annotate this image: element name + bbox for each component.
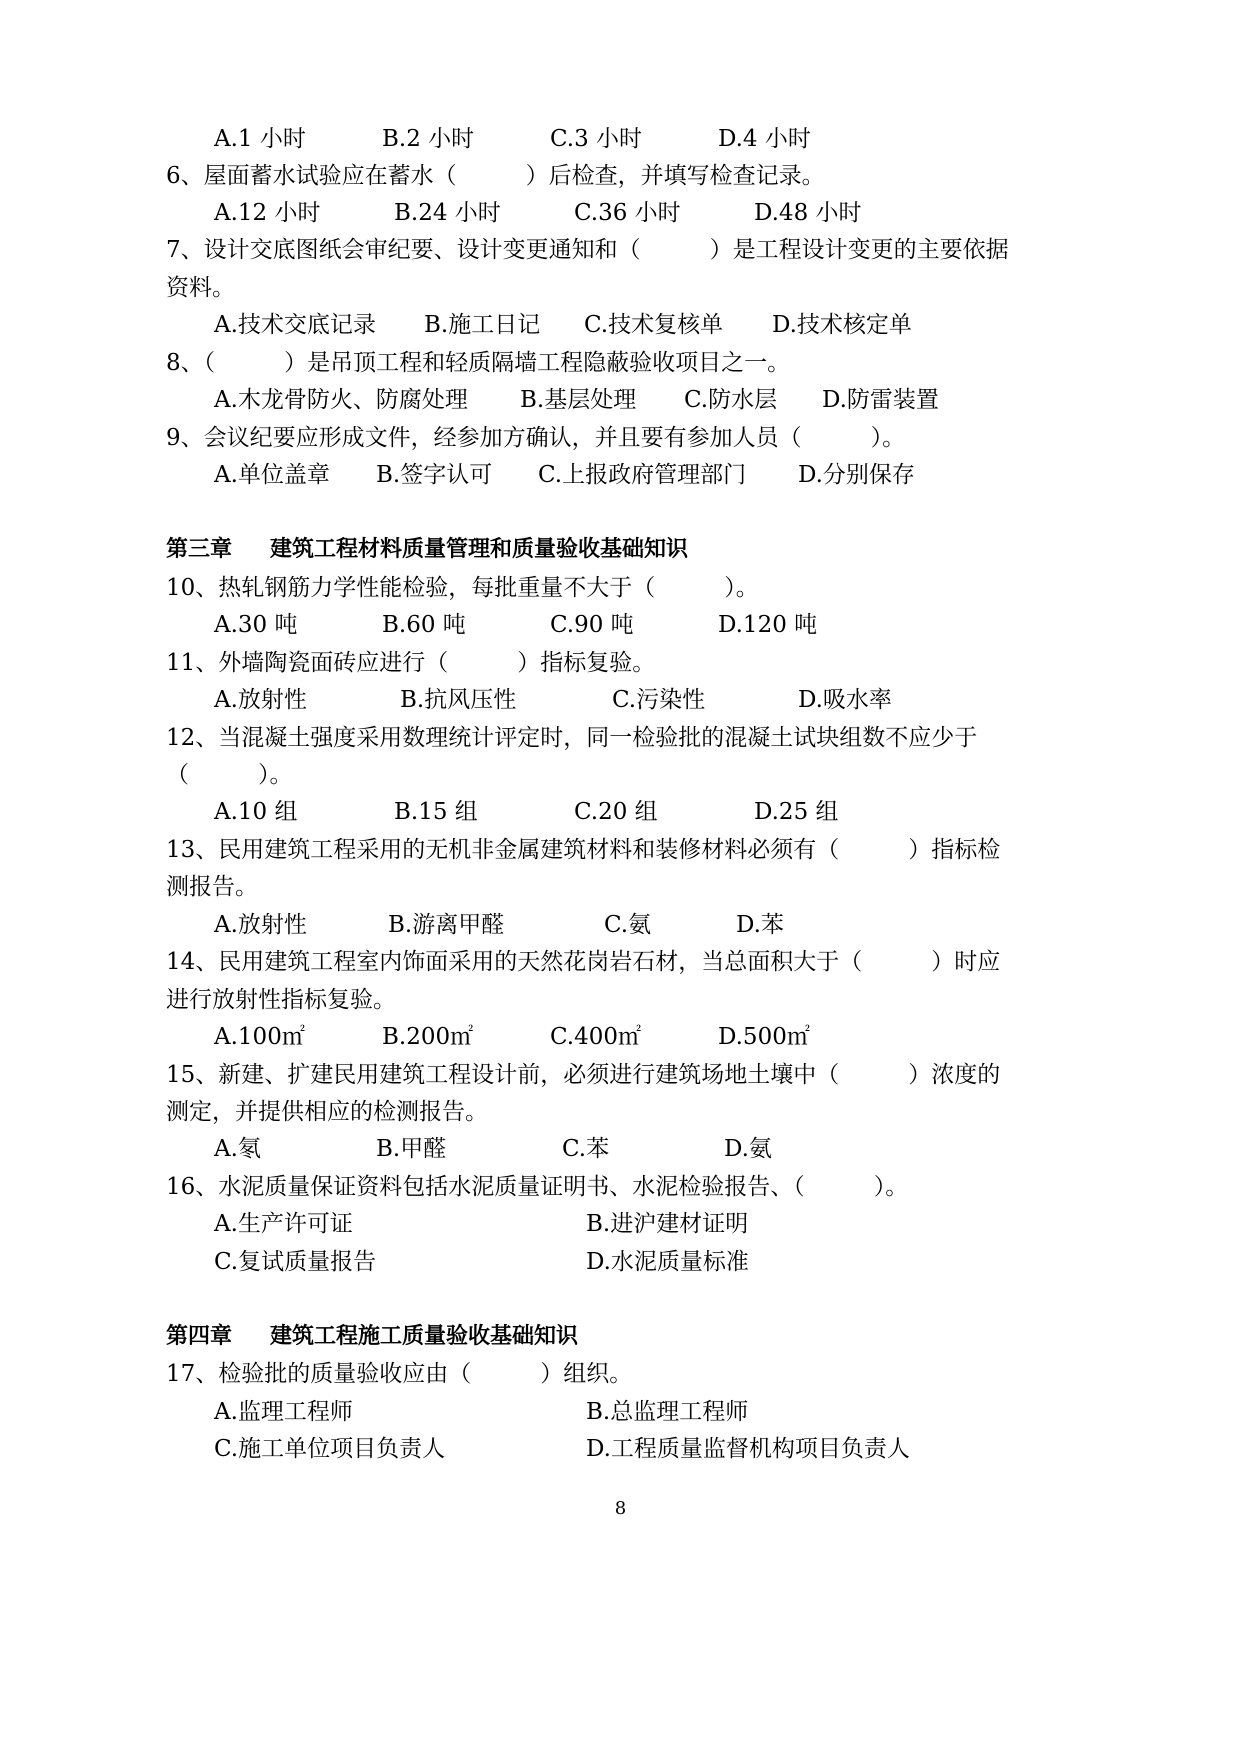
q6-option-a: A.12 小时: [214, 200, 321, 226]
chapter-3-heading: [166, 535, 688, 565]
q17-option-b: B.总监理工程师: [586, 1399, 749, 1425]
q6-option-b: B.24 小时: [394, 200, 501, 226]
q5-option-d: D.4 小时: [718, 126, 811, 152]
chapter-4-heading: [166, 1322, 578, 1352]
q12-option-d: D.25 组: [754, 799, 839, 825]
q13-option-b: B.游离甲醛: [388, 912, 505, 938]
q12-option-b: B.15 组: [394, 799, 478, 825]
q15-text-line2: 测定，并提供相应的检测报告。: [166, 1099, 488, 1125]
q16-option-a: A.生产许可证: [214, 1211, 353, 1237]
q11-option-b: B.抗风压性: [400, 687, 517, 713]
q15-option-d: D.氨: [724, 1136, 772, 1162]
q15-option-b: B.甲醛: [376, 1136, 447, 1162]
q14-text-line1: 14、民用建筑工程室内饰面采用的天然花岗岩石材，当总面积大于（ ）时应: [166, 949, 1001, 975]
q7-option-a: A.技术交底记录: [214, 312, 376, 338]
q11-option-d: D.吸水率: [798, 687, 892, 713]
q16-option-d: D.水泥质量标准: [586, 1249, 749, 1275]
q9-option-b: B.签字认可: [376, 462, 493, 488]
q8-option-d: D.防雷装置: [822, 387, 939, 413]
q14-text-line2: 进行放射性指标复验。: [166, 987, 396, 1013]
chapter-3-title: 建筑工程材料质量管理和质量验收基础知识: [270, 537, 689, 562]
q11-option-c: C.污染性: [612, 687, 706, 713]
q12-text-line2: （ ）。: [166, 762, 293, 788]
q11-option-a: A.放射性: [214, 687, 307, 713]
q7-option-c: C.技术复核单: [584, 312, 724, 338]
q10-option-b: B.60 吨: [382, 612, 466, 638]
q10-option-a: A.30 吨: [214, 612, 298, 638]
q16-option-c: C.复试质量报告: [214, 1249, 377, 1275]
chapter-3-number: 第三章: [166, 537, 233, 562]
q13-text-line1: 13、民用建筑工程采用的无机非金属建筑材料和装修材料必须有（ ）指标检: [166, 837, 1001, 863]
q9-text: 9、会议纪要应形成文件，经参加方确认，并且要有参加人员（ ）。: [166, 425, 906, 451]
q10-text: 10、热轧钢筋力学性能检验，每批重量不大于（ ）。: [166, 575, 759, 601]
q11-text: 11、外墙陶瓷面砖应进行（ ）指标复验。: [166, 650, 656, 676]
q10-option-d: D.120 吨: [718, 612, 818, 638]
q14-option-d: D.500㎡: [718, 1024, 810, 1050]
q8-option-b: B.基层处理: [520, 387, 637, 413]
q17-option-d: D.工程质量监督机构项目负责人: [586, 1436, 910, 1462]
q7-option-b: B.施工日记: [424, 312, 541, 338]
q6-option-c: C.36 小时: [574, 200, 681, 226]
q8-option-c: C.防水层: [684, 387, 778, 413]
q7-option-d: D.技术核定单: [772, 312, 912, 338]
q15-option-c: C.苯: [562, 1136, 610, 1162]
q14-option-c: C.400㎡: [550, 1024, 641, 1050]
q13-option-c: C.氨: [604, 912, 652, 938]
q7-text-line1: 7、设计交底图纸会审纪要、设计变更通知和（ ）是工程设计变更的主要依据: [166, 237, 1009, 263]
q12-text-line1: 12、当混凝土强度采用数理统计评定时，同一检验批的混凝土试块组数不应少于: [166, 725, 978, 751]
q16-option-b: B.进沪建材证明: [586, 1211, 749, 1237]
q14-option-a: A.100㎡: [214, 1024, 305, 1050]
q9-option-d: D.分别保存: [798, 462, 915, 488]
q17-text: 17、检验批的质量验收应由（ ）组织。: [166, 1361, 633, 1387]
chapter-4-number: 第四章: [166, 1324, 233, 1349]
q12-option-a: A.10 组: [214, 799, 298, 825]
q9-option-c: C.上报政府管理部门: [538, 462, 747, 488]
q6-option-d: D.48 小时: [754, 200, 862, 226]
q8-text: 8、（ ）是吊顶工程和轻质隔墙工程隐蔽验收项目之一。: [166, 350, 791, 376]
q9-option-a: A.单位盖章: [214, 462, 330, 488]
q17-option-a: A.监理工程师: [214, 1399, 353, 1425]
q8-option-a: A.木龙骨防火、防腐处理: [214, 387, 468, 413]
q13-option-d: D.苯: [736, 912, 784, 938]
q13-text-line2: 测报告。: [166, 874, 258, 900]
q13-option-a: A.放射性: [214, 912, 307, 938]
chapter-4-title: 建筑工程施工质量验收基础知识: [270, 1324, 579, 1349]
q15-option-a: A.氡: [214, 1136, 261, 1162]
q15-text-line1: 15、新建、扩建民用建筑工程设计前，必须进行建筑场地土壤中（ ）浓度的: [166, 1062, 1001, 1088]
q5-option-b: B.2 小时: [382, 126, 475, 152]
page-number: 8: [614, 1498, 627, 1519]
q12-option-c: C.20 组: [574, 799, 658, 825]
q7-text-line2: 资料。: [166, 275, 235, 301]
q5-option-a: A.1 小时: [214, 126, 306, 152]
q14-option-b: B.200㎡: [382, 1024, 474, 1050]
q10-option-c: C.90 吨: [550, 612, 634, 638]
q5-option-c: C.3 小时: [550, 126, 643, 152]
q16-text: 16、水泥质量保证资料包括水泥质量证明书、水泥检验报告、（ ）。: [166, 1174, 909, 1200]
q17-option-c: C.施工单位项目负责人: [214, 1436, 446, 1462]
q6-text: 6、屋面蓄水试验应在蓄水（ ）后检查，并填写检查记录。: [166, 163, 825, 189]
